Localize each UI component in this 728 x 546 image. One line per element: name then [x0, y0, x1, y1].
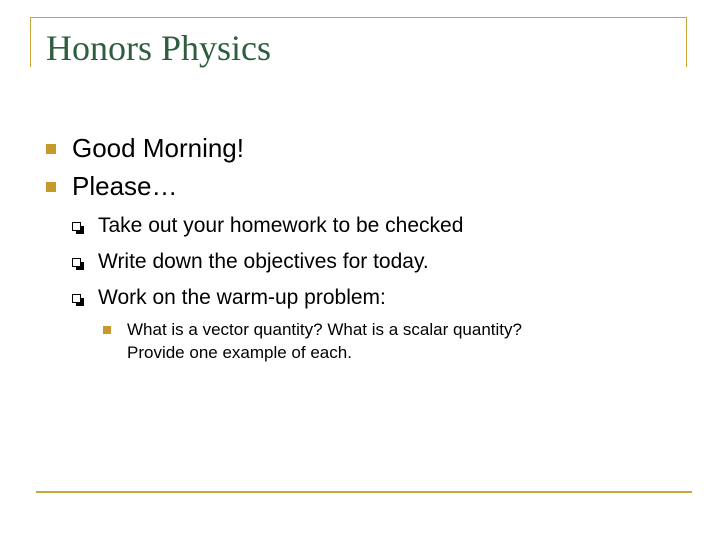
list-item-level1: Good Morning! — [72, 133, 244, 163]
list-item-level3: What is a vector quantity? What is a scalar quantity? — [127, 320, 522, 339]
bullet-outline-square-icon — [72, 222, 81, 231]
list-item-level2: Work on the warm-up problem: — [98, 286, 386, 309]
list-item-level3-continuation: Provide one example of each. — [127, 343, 352, 362]
bullet-square-icon — [46, 182, 56, 192]
list-item-level2: Take out your homework to be checked — [98, 214, 464, 237]
bullet-square-icon — [46, 144, 56, 154]
bullet-outline-square-icon — [72, 294, 81, 303]
slide-title: Honors Physics — [46, 28, 272, 68]
list-item-level2: Write down the objectives for today. — [98, 250, 429, 273]
bullet-square-icon — [103, 326, 111, 334]
list-item-level1: Please… — [72, 171, 178, 201]
bullet-outline-square-icon — [72, 258, 81, 267]
